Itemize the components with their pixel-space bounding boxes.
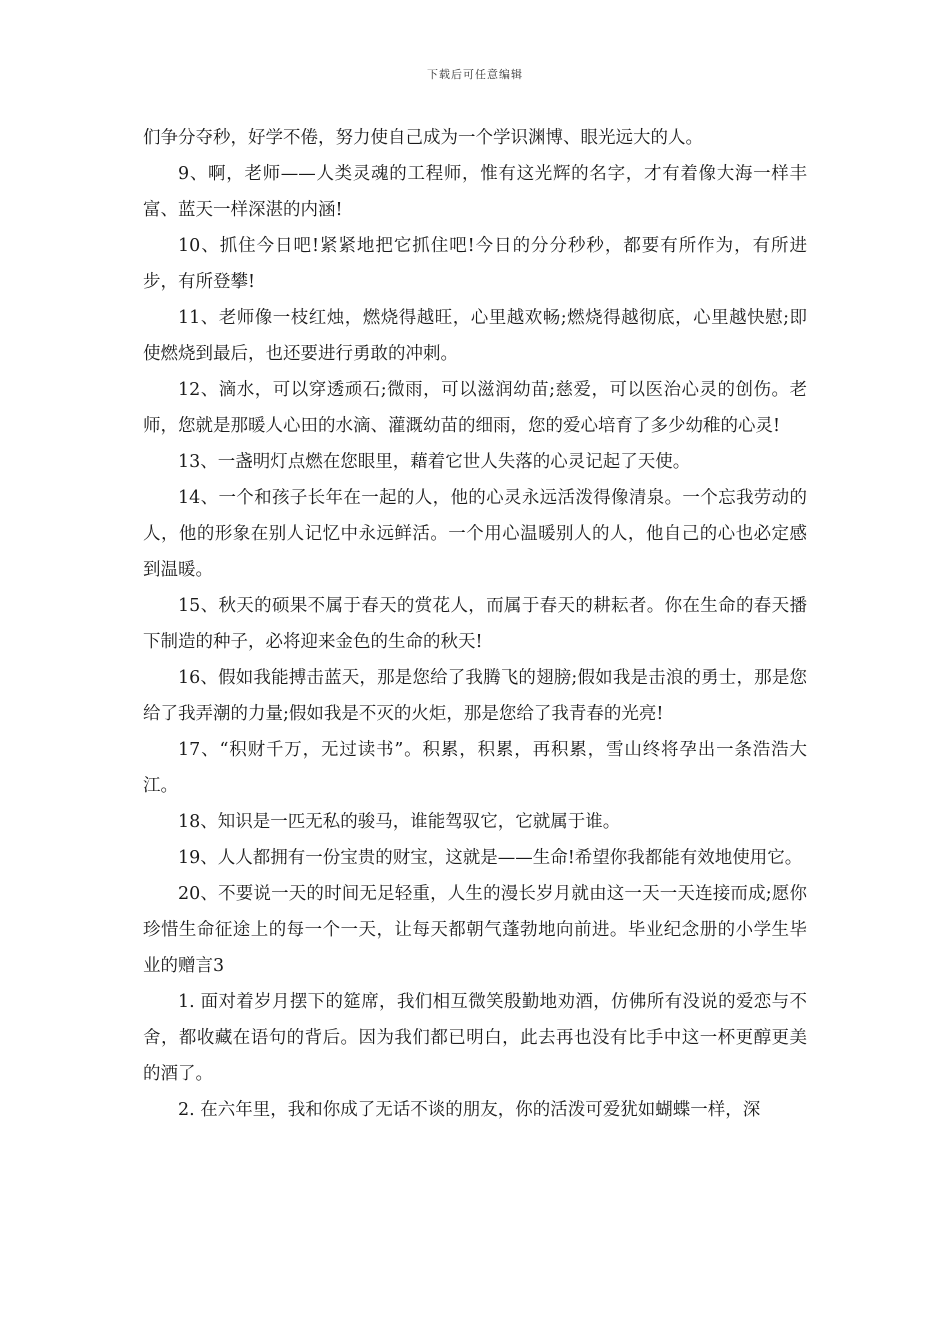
paragraph: 15、秋天的硕果不属于春天的赏花人，而属于春天的耕耘者。你在生命的春天播下制造的种子，必将迎来金色的生命的秋天!: [143, 596, 807, 652]
paragraph: 19、人人都拥有一份宝贵的财宝，这就是——生命!希望你我都能有效地使用它。: [178, 848, 803, 868]
paragraph: 们争分夺秒，好学不倦，努力使自己成为一个学识渊博、眼光远大的人。: [143, 128, 703, 148]
paragraph: 12、滴水，可以穿透顽石;微雨，可以滋润幼苗;慈爱，可以医治心灵的创伤。老师，您就是那暖人心田的水滴、灌溉幼苗的细雨，您的爱心培育了多少幼稚的心灵!: [143, 380, 807, 436]
paragraph: 18、知识是一匹无私的骏马，谁能驾驭它，它就属于谁。: [178, 812, 621, 832]
paragraph: 17、“积财千万，无过读书”。积累，积累，再积累，雪山终将孕出一条浩浩大江。: [143, 740, 807, 796]
paragraph: 13、一盏明灯点燃在您眼里，藉着它世人失落的心灵记起了天使。: [178, 452, 691, 472]
paragraph: 16、假如我能搏击蓝天，那是您给了我腾飞的翅膀;假如我是击浪的勇士，那是您给了我弄潮的力量;假如我是不灭的火炬，那是您给了我青春的光亮!: [143, 668, 807, 724]
paragraph: 20、不要说一天的时间无足轻重，人生的漫长岁月就由这一天一天连接而成;愿你珍惜生命征途上的每一个一天，让每天都朝气蓬勃地向前进。毕业纪念册的小学生毕业的赠言3: [143, 884, 807, 976]
paragraph: 2. 在六年里，我和你成了无话不谈的朋友，你的活泼可爱犹如蝴蝶一样，深: [178, 1100, 761, 1120]
paragraph: 10、抓住今日吧!紧紧地把它抓住吧!今日的分分秒秒，都要有所作为，有所进步，有所登攀!: [143, 236, 807, 292]
paragraph: 11、老师像一枝红烛，燃烧得越旺，心里越欢畅;燃烧得越彻底，心里越快慰;即使燃烧到最后，也还要进行勇敢的冲刺。: [143, 308, 807, 364]
page-header: 下载后可任意编辑: [427, 68, 523, 81]
document-body: [143, 120, 807, 1128]
paragraph: 14、一个和孩子长年在一起的人，他的心灵永远活泼得像清泉。一个忘我劳动的人，他的形象在别人记忆中永远鲜活。一个用心温暖别人的人，他自己的心也必定感到温暖。: [143, 488, 807, 580]
paragraph: 1. 面对着岁月摆下的筵席，我们相互微笑殷勤地劝酒，仿佛所有没说的爱恋与不舍，都收藏在语句的背后。因为我们都已明白，此去再也没有比手中这一杯更醇更美的酒了。: [143, 992, 807, 1084]
paragraph: 9、啊，老师——人类灵魂的工程师，惟有这光辉的名字，才有着像大海一样丰富、蓝天一样深湛的内涵!: [143, 164, 807, 220]
